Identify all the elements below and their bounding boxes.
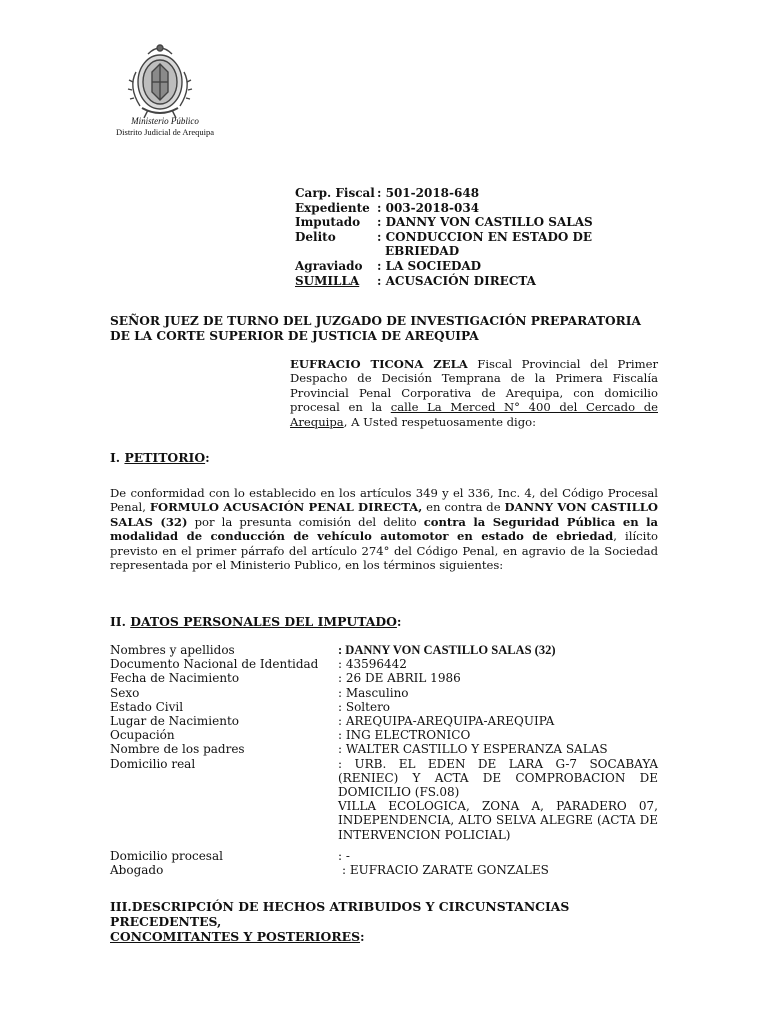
logo-caption-line1: Ministerio Público [131, 116, 199, 126]
data-value [338, 757, 658, 842]
petitorio-text: en contra de [422, 500, 505, 515]
data-row [110, 686, 658, 700]
data-value: : - [338, 848, 350, 863]
data-row [110, 849, 658, 863]
case-value: : 501-2018-648 [377, 186, 480, 200]
case-label: Carp. Fiscal [295, 186, 375, 200]
section-heading-datos [110, 614, 401, 629]
section-title: PETITORIO [124, 450, 206, 465]
case-row [295, 259, 595, 274]
logo-caption [110, 116, 220, 138]
data-label: Documento Nacional de Identidad [110, 657, 319, 672]
intro-closing: , A Usted respetuosamente digo: [343, 414, 537, 429]
data-label: Ocupación [110, 728, 175, 743]
case-row [295, 215, 595, 230]
data-row [110, 728, 658, 742]
procedural-address: calle La Merced N° 400 del Cercado de Arequipa [290, 400, 658, 429]
section-colon: : [205, 450, 210, 465]
petitorio-paragraph [110, 486, 658, 572]
domicilio-reniec: : URB. EL EDEN DE LARA G-7 SOCABAYA (RENIEC) Y ACTA DE COMPROBACION DE DOMICILIO (FS.08) [338, 756, 658, 800]
domicilio-intervencion: VILLA ECOLOGICA, ZONA A, PARADERO 07, INDEPENDENCIA, ALTO SELVA ALEGRE (ACTA DE INTERVENCION POLICIAL) [338, 799, 658, 842]
case-value: : DANNY VON CASTILLO SALAS [377, 215, 593, 230]
data-value: : 43596442 [338, 657, 407, 672]
data-value: : 26 DE ABRIL 1986 [338, 671, 461, 686]
data-row [110, 643, 658, 657]
section-number: I. [110, 450, 125, 465]
data-row [110, 757, 658, 842]
case-row [295, 274, 595, 289]
data-label: Nombres y apellidos [110, 643, 235, 657]
personal-data-table [110, 643, 658, 877]
case-label: Delito [295, 229, 336, 244]
case-row [295, 230, 595, 245]
logo-caption-line2: Distrito Judicial de Arequipa [116, 127, 214, 137]
petitorio-text: , ilícito previsto en el primer párrafo del artículo 274° del Código Penal, en agravio de la Sociedad representada por el Ministerio Publico, en los términos siguientes: [110, 529, 658, 573]
data-label: Estado Civil [110, 699, 184, 714]
ministerio-publico-emblem [118, 42, 202, 120]
data-row [110, 700, 658, 714]
section-colon: : [396, 614, 402, 629]
data-value: : Soltero [338, 699, 391, 714]
data-row [110, 742, 658, 756]
petitorio-bold: FORMULO ACUSACIÓN PENAL DIRECTA, [149, 500, 423, 515]
data-row [110, 714, 658, 728]
data-label: Sexo [110, 685, 140, 700]
crime-description: contra la Seguridad Pública en la modalidad de conducción de vehículo automotor en estado de ebriedad [110, 514, 659, 544]
case-header [295, 186, 595, 288]
section-heading-hechos [110, 899, 658, 944]
data-label: Domicilio procesal [110, 848, 223, 863]
petitorio-text: De conformidad con lo establecido en los artículos 349 y el 336, Inc. 4, del Código Procesal Penal, [110, 486, 658, 515]
data-value: : ING ELECTRONICO [338, 728, 471, 743]
section-colon: : [360, 929, 365, 944]
section-title: DATOS PERSONALES DEL IMPUTADO [130, 614, 397, 629]
data-row [110, 657, 658, 671]
case-value: : ACUSACIÓN DIRECTA [377, 273, 536, 288]
data-value: : Masculino [338, 685, 409, 700]
data-label: Domicilio real [110, 756, 196, 771]
data-value: : WALTER CASTILLO Y ESPERANZA SALAS [338, 742, 608, 757]
data-label: Lugar de Nacimiento [110, 714, 239, 729]
case-value: : LA SOCIEDAD [377, 258, 482, 273]
case-label: SUMILLA [295, 273, 360, 288]
section-title-line2: CONCOMITANTES Y POSTERIORES [110, 929, 361, 944]
data-label: Nombre de los padres [110, 742, 245, 757]
prosecutor-name: EUFRACIO TICONA ZELA [290, 357, 468, 371]
petitorio-text: por la presunta comisión del delito [187, 514, 424, 529]
data-label: Abogado [110, 863, 164, 878]
data-row [110, 671, 658, 685]
case-value: : 003-2018-034 [377, 200, 480, 215]
case-label: Imputado [295, 215, 361, 230]
data-row [110, 863, 658, 877]
section-title-line1: III.DESCRIPCIÓN DE HECHOS ATRIBUIDOS Y CIRCUNSTANCIAS PRECEDENTES, [110, 899, 570, 929]
case-row [295, 201, 595, 216]
intro-text: Fiscal Provincial del Primer Despacho de Decisión Temprana de la Primera Fiscalía Provincial Penal Corporativa de Arequipa, con domicilio procesal en la [290, 357, 658, 415]
case-label [295, 244, 377, 259]
data-value: : DANNY VON CASTILLO SALAS (32) [338, 643, 556, 657]
case-label: Expediente [295, 200, 370, 215]
case-value: : CONDUCCION EN ESTADO DE [377, 229, 593, 244]
data-value: : EUFRACIO ZARATE GONZALES [342, 863, 549, 878]
data-label: Fecha de Nacimiento [110, 671, 240, 686]
case-row [295, 244, 595, 259]
section-number: II. [110, 614, 131, 629]
case-value: EBRIEDAD [385, 244, 460, 259]
accused-name: DANNY VON CASTILLO SALAS (32) [110, 500, 659, 529]
addressee: SEÑOR JUEZ DE TURNO DEL JUZGADO DE INVESTIGACIÓN PREPARATORIA DE LA CORTE SUPERIOR DE JUSTICIA DE AREQUIPA [110, 314, 641, 343]
section-heading-petitorio [110, 450, 210, 465]
intro-paragraph [290, 357, 658, 429]
data-value: : AREQUIPA-AREQUIPA-AREQUIPA [338, 714, 555, 729]
case-label: Agraviado [295, 258, 363, 273]
case-row [295, 186, 595, 201]
